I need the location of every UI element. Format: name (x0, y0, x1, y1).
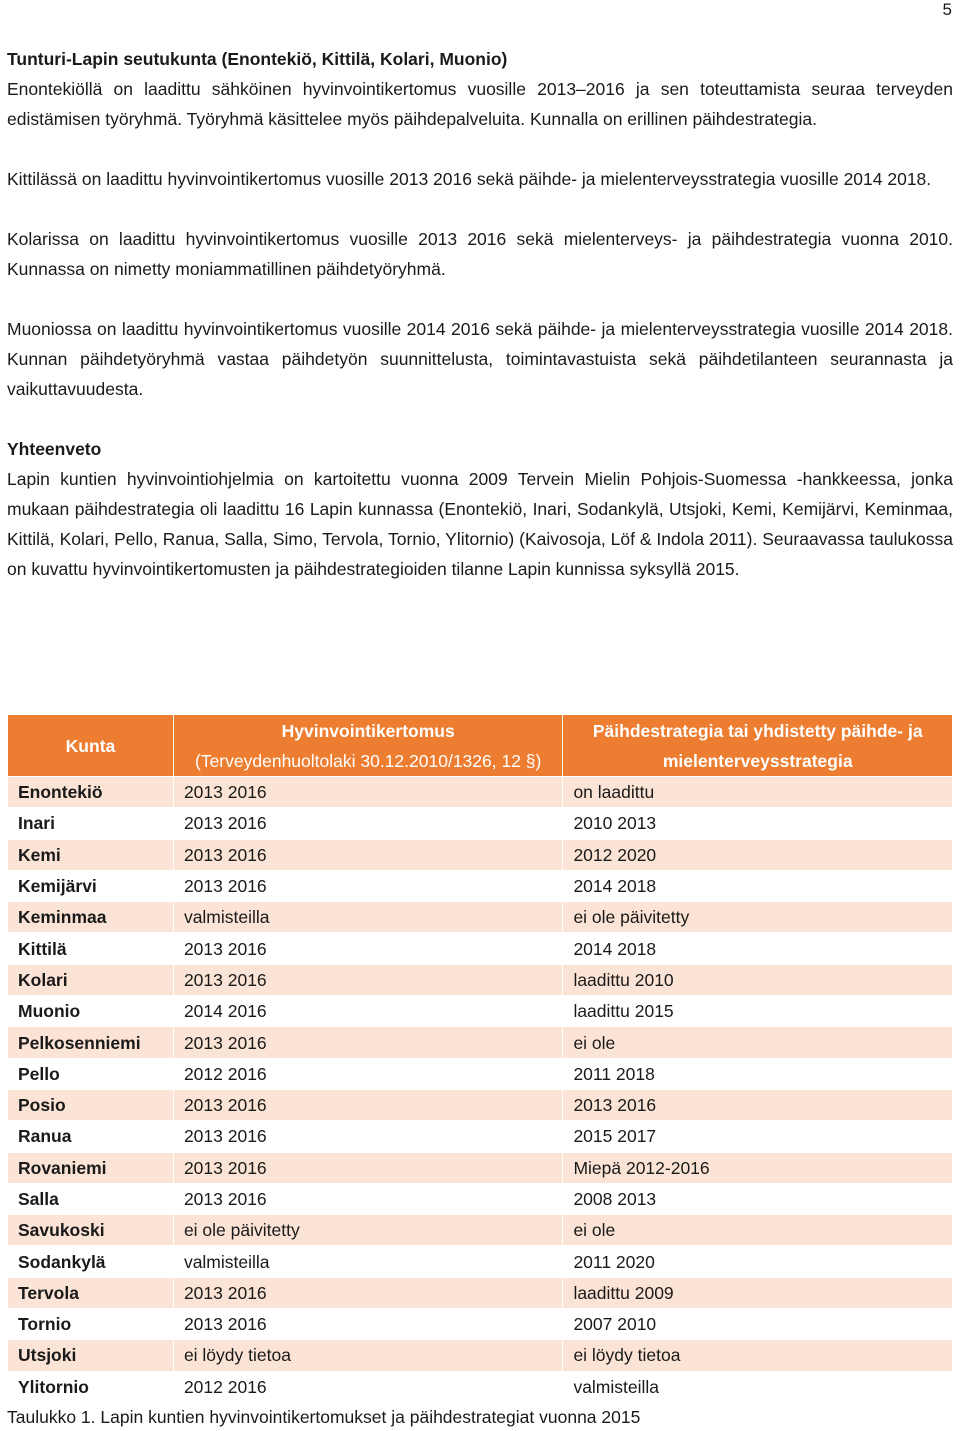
table-row (8, 996, 953, 1027)
cell-paihdestrategia: 2010 2013 (563, 808, 953, 839)
table-row (8, 1183, 953, 1214)
table-row (8, 1058, 953, 1089)
paragraph-kolari: Kolarissa on laadittu hyvinvointikertomus vuosille 2013 2016 sekä mielenterveys- ja päihdestrategia vuonna 2010. Kunnassa on nimetty moniammatillinen päihdetyöryhmä. (7, 229, 953, 279)
table-row (8, 1371, 953, 1402)
table-row (8, 1215, 953, 1246)
cell-paihdestrategia: 2011 2020 (563, 1246, 953, 1277)
cell-paihdestrategia: valmisteilla (563, 1371, 953, 1402)
cell-hyvinvointikertomus: 2013 2016 (173, 1089, 563, 1120)
cell-kunta: Inari (8, 808, 174, 839)
paragraph-muonio: Muoniossa on laadittu hyvinvointikertomus vuosille 2014 2016 sekä päihde- ja mielenterveysstrategia vuosille 2014 2018. Kunnan päihdetyöryhmä vastaa päihdetyön suunnittelusta, toimintavastuista sekä päihdetilanteen seurannasta ja vaikuttavuudesta. (7, 319, 953, 399)
municipality-table (7, 714, 953, 1403)
header-hyvinvointikertomus: Hyvinvointikertomus (Terveydenhuoltolaki 30.12.2010/1326, 12 §) (173, 715, 563, 777)
cell-kunta: Utsjoki (8, 1340, 174, 1371)
table-row (8, 1277, 953, 1308)
cell-paihdestrategia: on laadittu (563, 777, 953, 808)
table-row (8, 964, 953, 995)
cell-paihdestrategia: 2007 2010 (563, 1309, 953, 1340)
cell-paihdestrategia: 2008 2013 (563, 1183, 953, 1214)
cell-kunta: Kemi (8, 839, 174, 870)
cell-hyvinvointikertomus: ei löydy tietoa (173, 1340, 563, 1371)
cell-hyvinvointikertomus: ei ole päivitetty (173, 1215, 563, 1246)
cell-kunta: Keminmaa (8, 902, 174, 933)
cell-kunta: Kolari (8, 964, 174, 995)
cell-paihdestrategia: Miepä 2012-2016 (563, 1152, 953, 1183)
cell-paihdestrategia: laadittu 2009 (563, 1277, 953, 1308)
page-number: 5 (942, 0, 952, 19)
cell-hyvinvointikertomus: 2013 2016 (173, 870, 563, 901)
cell-paihdestrategia: 2012 2020 (563, 839, 953, 870)
cell-paihdestrategia: laadittu 2015 (563, 996, 953, 1027)
cell-kunta: Kemijärvi (8, 870, 174, 901)
paragraph-kittila: Kittilässä on laadittu hyvinvointikertomus vuosille 2013 2016 sekä päihde- ja mielenterveysstrategia vuosille 2014 2018. (7, 169, 932, 189)
cell-kunta: Pello (8, 1058, 174, 1089)
table-row (8, 777, 953, 808)
table-row (8, 1027, 953, 1058)
cell-hyvinvointikertomus: 2013 2016 (173, 1309, 563, 1340)
cell-hyvinvointikertomus: valmisteilla (173, 902, 563, 933)
cell-hyvinvointikertomus: 2013 2016 (173, 933, 563, 964)
cell-hyvinvointikertomus: 2013 2016 (173, 839, 563, 870)
table-row (8, 870, 953, 901)
section-heading-yhteenveto: Yhteenveto (7, 439, 102, 459)
table-row (8, 933, 953, 964)
cell-kunta: Rovaniemi (8, 1152, 174, 1183)
table-row (8, 839, 953, 870)
cell-hyvinvointikertomus: 2013 2016 (173, 964, 563, 995)
cell-hyvinvointikertomus: 2013 2016 (173, 777, 563, 808)
table-header-row (8, 715, 953, 777)
cell-kunta: Enontekiö (8, 777, 174, 808)
cell-paihdestrategia: 2015 2017 (563, 1121, 953, 1152)
cell-hyvinvointikertomus: 2013 2016 (173, 1183, 563, 1214)
cell-kunta: Pelkosenniemi (8, 1027, 174, 1058)
table-row (8, 1340, 953, 1371)
cell-hyvinvointikertomus: valmisteilla (173, 1246, 563, 1277)
table-row (8, 1121, 953, 1152)
cell-paihdestrategia: ei löydy tietoa (563, 1340, 953, 1371)
cell-hyvinvointikertomus: 2013 2016 (173, 1121, 563, 1152)
cell-paihdestrategia: 2013 2016 (563, 1089, 953, 1120)
cell-paihdestrategia: ei ole (563, 1027, 953, 1058)
cell-hyvinvointikertomus: 2013 2016 (173, 1277, 563, 1308)
cell-paihdestrategia: 2014 2018 (563, 933, 953, 964)
paragraph-summary: Lapin kuntien hyvinvointiohjelmia on kartoitettu vuonna 2009 Tervein Mielin Pohjois-Suomessa -hankkeessa, jonka mukaan päihdestrategia oli laadittu 16 Lapin kunnassa (Enontekiö, Inari, Sodankylä, Utsjoki, Kemi, Kemijärvi, Keminmaa, Kittilä, Kolari, Pello, Ranua, Salla, Simo, Tervola, Tornio, Ylitornio) (Kaivosoja, Löf & Indola 2011). Seuraavassa taulukossa on kuvattu hyvinvointikertomusten ja päihdestrategioiden tilanne Lapin kunnissa syksyllä 2015. (7, 469, 953, 579)
cell-kunta: Ylitornio (8, 1371, 174, 1402)
cell-kunta: Savukoski (8, 1215, 174, 1246)
document-body (7, 44, 953, 584)
section-heading-tunturi-lappi: Tunturi-Lapin seutukunta (Enontekiö, Kittilä, Kolari, Muonio) (7, 49, 508, 69)
cell-paihdestrategia: laadittu 2010 (563, 964, 953, 995)
header-paihdestrategia: Päihdestrategia tai yhdistetty päihde- ja mielenterveysstrategia (563, 715, 953, 777)
cell-kunta: Salla (8, 1183, 174, 1214)
table-row (8, 1246, 953, 1277)
cell-kunta: Kittilä (8, 933, 174, 964)
cell-paihdestrategia: 2014 2018 (563, 870, 953, 901)
table-row (8, 1152, 953, 1183)
table-row (8, 902, 953, 933)
cell-paihdestrategia: ei ole (563, 1215, 953, 1246)
cell-kunta: Tornio (8, 1309, 174, 1340)
cell-kunta: Sodankylä (8, 1246, 174, 1277)
cell-hyvinvointikertomus: 2012 2016 (173, 1371, 563, 1402)
cell-hyvinvointikertomus: 2013 2016 (173, 1027, 563, 1058)
table-row (8, 1089, 953, 1120)
cell-hyvinvointikertomus: 2014 2016 (173, 996, 563, 1027)
cell-kunta: Posio (8, 1089, 174, 1120)
table-row (8, 808, 953, 839)
table-row (8, 1309, 953, 1340)
cell-kunta: Muonio (8, 996, 174, 1027)
cell-hyvinvointikertomus: 2013 2016 (173, 808, 563, 839)
cell-kunta: Ranua (8, 1121, 174, 1152)
table-caption: Taulukko 1. Lapin kuntien hyvinvointikertomukset ja päihdestrategiat vuonna 2015 (7, 1407, 641, 1427)
cell-paihdestrategia: 2011 2018 (563, 1058, 953, 1089)
cell-hyvinvointikertomus: 2012 2016 (173, 1058, 563, 1089)
cell-hyvinvointikertomus: 2013 2016 (173, 1152, 563, 1183)
paragraph-enontekio: Enontekiöllä on laadittu sähköinen hyvinvointikertomus vuosille 2013–2016 ja sen toteuttamista seuraa terveyden edistämisen työryhmä. Työryhmä käsittelee myös päihdepalveluita. Kunnalla on erillinen päihdestrategia. (7, 79, 953, 129)
header-kunta: Kunta (8, 715, 174, 777)
cell-kunta: Tervola (8, 1277, 174, 1308)
cell-paihdestrategia: ei ole päivitetty (563, 902, 953, 933)
